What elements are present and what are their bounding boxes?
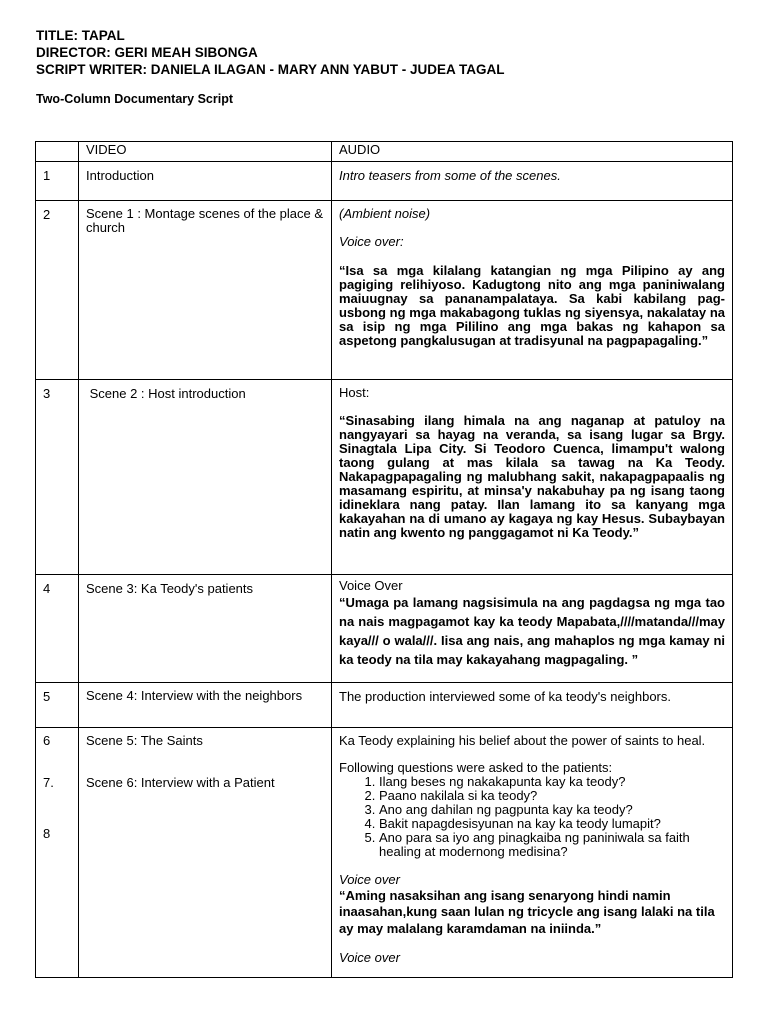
script-header — [36, 27, 505, 78]
table-row — [36, 201, 733, 380]
video-text: Scene 1 : Montage scenes of the place & church — [86, 206, 324, 236]
list-item: 4. Bakit napagdesisyunan na kay ka teody lumapit? — [379, 817, 725, 831]
row-number: 5 — [36, 683, 79, 728]
row-number: 8 — [43, 825, 51, 841]
audio-intro: Ka Teody explaining his belief about the power of saints to heal. — [339, 733, 706, 748]
script-subtitle: Two-Column Documentary Script — [36, 92, 234, 106]
audio-label: Voice over: — [339, 234, 404, 250]
title-line: TITLE: TAPAL — [36, 28, 125, 43]
video-cell: Scene 3: Ka Teody's patients — [79, 575, 332, 683]
row-number: 4 — [36, 575, 79, 683]
table-row — [36, 162, 733, 201]
video-cell: Scene 2 : Host introduction — [79, 380, 332, 575]
video-cell — [79, 201, 332, 380]
list-item: 5. Ano para sa iyo ang pinagkaiba ng paniniwala sa faith healing at modernong medisina? — [379, 831, 725, 859]
host-text: “Sinasabing ilang himala na ang naganap at patuloy na nangyayari sa hayag na veranda, sa isang lugar sa Brgy. Sinagtala Lipa City. Si Teodoro Cuenca, limampu't walong taong gulang at mas kilala sa tawag na Ka Teody. Nakapagpapagaling ng malubhang sakit, nakapagpapaalis ng masamang espiritu, at minsa'y nakabuhay pa ng isang taong idineklara nang patay. Ilan lamang ito sa kanyang mga kakayahan na di umano ay kagaya ng kay Hesus. Subaybayan natin ang kwento ng panggagamot ni Ka Teody.” — [339, 413, 725, 541]
video-cell — [79, 728, 332, 978]
header-video: VIDEO — [79, 142, 332, 162]
audio-label: Voice over — [339, 872, 400, 888]
row-number: 6 — [43, 733, 51, 748]
voice-over-text: “Isa sa mga kilalang katangian ng mga Pilipino ay ang pagiging relihiyoso. Kadugtong nito ang mga paniniwalang maiuugnay sa pananampalataya. Sa kabi kabilang pag-usbong ng mga makabagong tuklas ng siyensya, nakalatay na sa isip ng mga Pililino ang mga bakas ng kahapon sa aspetong pangkalusugan at tradisyunal na pagpapagaling.” — [339, 262, 725, 348]
table-row — [36, 728, 733, 978]
video-text: Scene 6: Interview with a Patient — [86, 775, 275, 791]
director-line: DIRECTOR: GERI MEAH SIBONGA — [36, 45, 258, 60]
row-number: 1 — [36, 162, 79, 201]
voice-over-text: “Umaga pa lamang nagsisimula na ang pagdagsa ng mga tao na nais magpagamot kay ka teody Mapabata,////matanda///may kaya/// o wala///. Iisa ang nais, ang mahaplos ng mga kamay ni ka teody na tila may kakayahang magpagaling. ” — [339, 595, 725, 668]
audio-note: (Ambient noise) — [339, 206, 431, 221]
row-number: 7. — [43, 775, 54, 791]
video-text: Scene 5: The Saints — [86, 733, 203, 748]
video-text: Scene 4: Interview with the neighbors — [86, 688, 303, 703]
audio-cell — [332, 380, 733, 575]
list-item: 1. Ilang beses ng nakakapunta kay ka teody? — [379, 775, 725, 789]
questions-label: Following questions were asked to the patients: — [339, 760, 613, 775]
audio-cell: The production interviewed some of ka teody's neighbors. — [332, 683, 733, 728]
table-row — [36, 683, 733, 728]
row-number: 2 — [36, 201, 79, 380]
video-cell: Introduction — [79, 162, 332, 201]
voice-over-text: “Aming nasaksihan ang isang senaryong hindi namin inaasahan,kung saan lulan ng tricycle ang isang lalaki na tila ay may malalang karamdaman na iniinda.” — [339, 887, 715, 936]
list-item: 2. Paano nakilala si ka teody? — [379, 789, 725, 803]
audio-cell — [332, 728, 733, 978]
writers-line: SCRIPT WRITER: DANIELA ILAGAN - MARY ANN YABUT - JUDEA TAGAL — [36, 62, 505, 77]
audio-label: Voice over — [339, 950, 400, 966]
audio-label: Voice Over — [339, 578, 403, 593]
list-item: 3. Ano ang dahilan ng pagpunta kay ka teody? — [379, 803, 725, 817]
table-header-row — [36, 142, 733, 162]
header-number-cell — [36, 142, 79, 162]
audio-label: Host: — [339, 385, 370, 400]
audio-cell: Intro teasers from some of the scenes. — [332, 162, 733, 201]
audio-cell — [332, 575, 733, 683]
table-row — [36, 575, 733, 683]
video-cell — [79, 683, 332, 728]
script-table — [35, 141, 733, 978]
table-row — [36, 380, 733, 575]
header-audio: AUDIO — [332, 142, 733, 162]
row-numbers — [36, 728, 79, 978]
row-number: 3 — [36, 380, 79, 575]
questions-list — [339, 775, 725, 859]
audio-cell — [332, 201, 733, 380]
